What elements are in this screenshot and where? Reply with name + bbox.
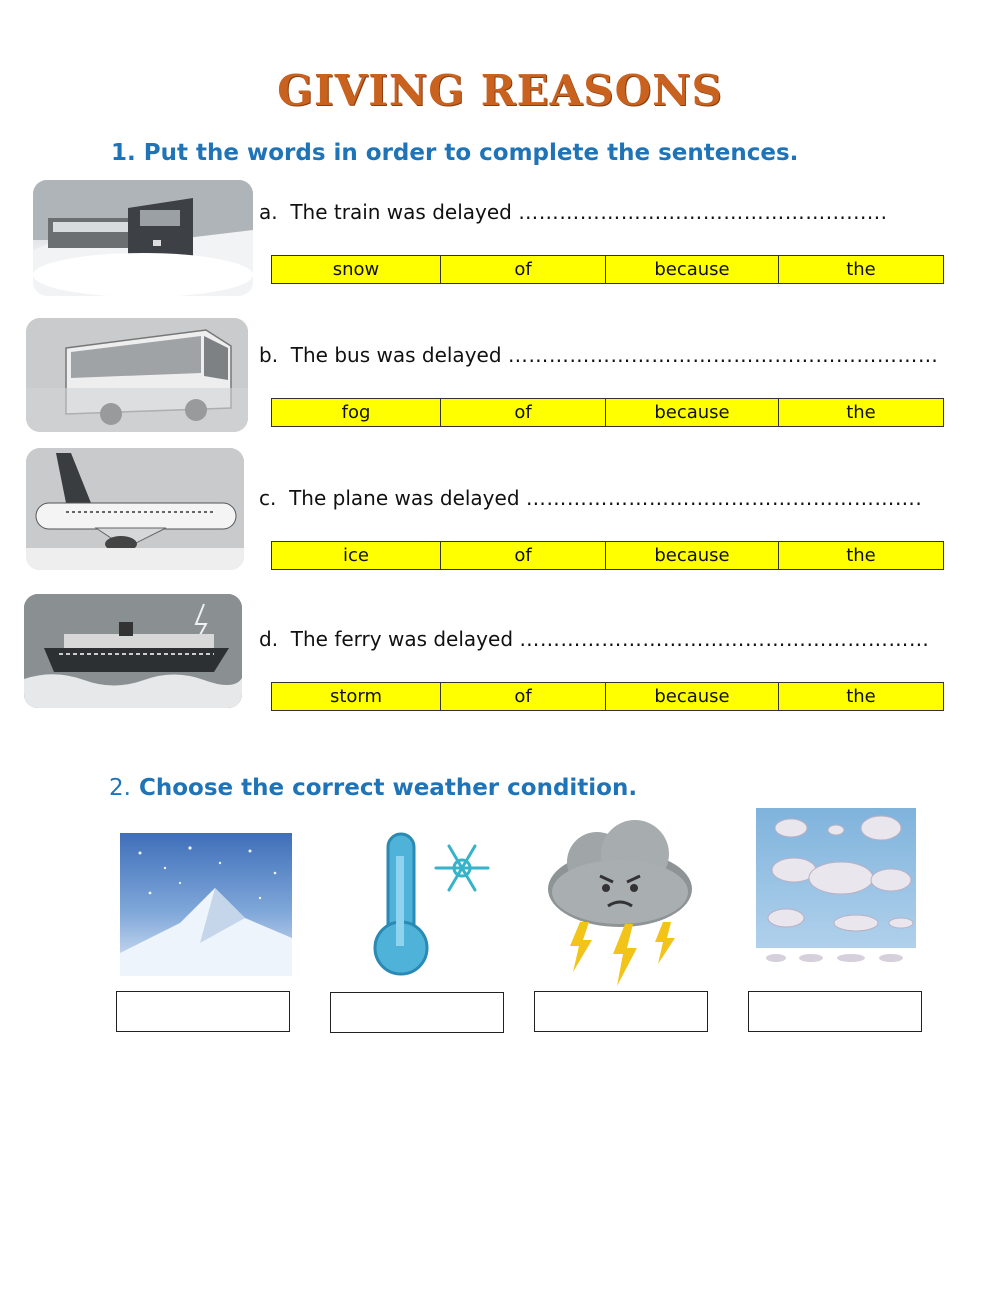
- sentence-letter: a.: [259, 200, 278, 224]
- word-bank-d: [271, 682, 944, 711]
- sentence-a: [259, 200, 887, 224]
- fog-clouds-image: [756, 808, 916, 968]
- word-tile[interactable]: the: [846, 402, 876, 423]
- section-2-number: 2.: [109, 775, 131, 801]
- section-1-title: Put the words in order to complete the sentences.: [143, 140, 799, 166]
- weather-answer-box-3[interactable]: [534, 991, 708, 1032]
- section-1-number: 1.: [111, 140, 136, 166]
- worksheet-title: GIVING REASONS: [277, 66, 723, 115]
- word-tile[interactable]: fog: [272, 399, 441, 426]
- section-2-heading: [109, 775, 637, 801]
- word-tile[interactable]: snow: [272, 256, 441, 283]
- sentence-letter: b.: [259, 343, 279, 367]
- train-in-snow-image: [33, 180, 253, 296]
- weather-answer-box-4[interactable]: [748, 991, 922, 1032]
- sentence-b: [259, 343, 938, 367]
- weather-answer-box-2[interactable]: [330, 992, 504, 1033]
- bus-in-fog-image: [26, 318, 248, 432]
- sentence-d: [259, 627, 929, 651]
- weather-answer-box-1[interactable]: [116, 991, 290, 1032]
- word-tile[interactable]: of: [441, 683, 606, 710]
- sentence-c: [259, 486, 922, 510]
- word-bank-c: [271, 541, 944, 570]
- sentence-letter: c.: [259, 486, 277, 510]
- snowy-mountain-image: [120, 833, 292, 976]
- word-tile[interactable]: because: [606, 256, 779, 283]
- word-tile[interactable]: storm: [272, 683, 441, 710]
- answer-blank[interactable]: ………………………………………………………: [507, 343, 939, 367]
- sentence-text: The bus was delayed: [290, 343, 502, 367]
- storm-cloud-lightning-image: [545, 814, 695, 989]
- word-bank-b: [271, 398, 944, 427]
- cold-thermometer-snowflake-image: [356, 826, 506, 978]
- answer-blank[interactable]: ……………………………………….........: [518, 200, 888, 224]
- word-tile[interactable]: because: [606, 683, 779, 710]
- word-tile[interactable]: because: [606, 399, 779, 426]
- word-bank-a: [271, 255, 944, 284]
- sentence-text: The ferry was delayed: [290, 627, 514, 651]
- answer-blank[interactable]: ………………………………………………….: [525, 486, 923, 510]
- ferry-in-storm-image: [24, 594, 242, 708]
- section-2-title: Choose the correct weather condition.: [138, 775, 638, 801]
- word-tile[interactable]: the: [846, 259, 876, 280]
- answer-blank[interactable]: ……………………………………………………: [519, 627, 930, 651]
- word-tile[interactable]: of: [441, 256, 606, 283]
- word-tile[interactable]: the: [846, 686, 876, 707]
- sentence-text: The train was delayed: [290, 200, 512, 224]
- word-tile[interactable]: of: [441, 399, 606, 426]
- sentence-letter: d.: [259, 627, 279, 651]
- plane-in-ice-image: [26, 448, 244, 570]
- word-tile[interactable]: the: [846, 545, 876, 566]
- word-tile[interactable]: of: [441, 542, 606, 569]
- word-tile[interactable]: because: [606, 542, 779, 569]
- word-tile[interactable]: ice: [272, 542, 441, 569]
- section-1-heading: [111, 140, 798, 166]
- sentence-text: The plane was delayed: [289, 486, 520, 510]
